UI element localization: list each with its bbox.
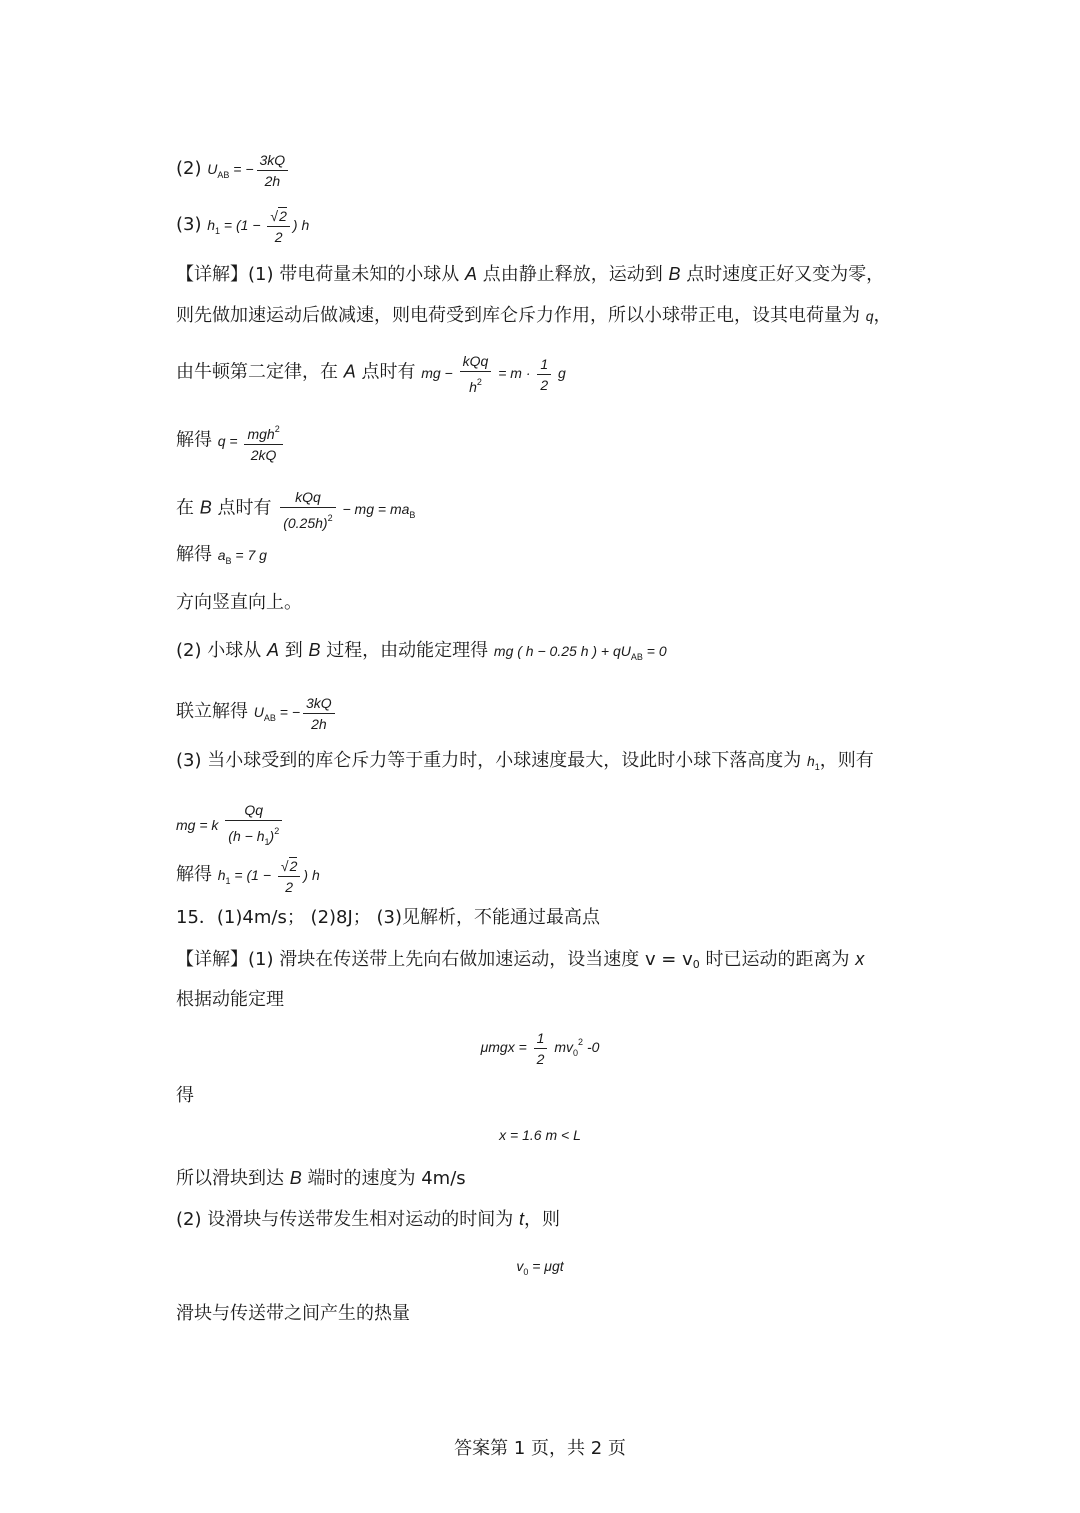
part-15-2 bbox=[176, 1207, 560, 1232]
question-15-answer: 15．(1)4m/s； (2)8J； (3)见解析，不能通过最高点 bbox=[176, 907, 601, 928]
point-b: B bbox=[289, 1168, 302, 1188]
de: 得 bbox=[176, 1085, 194, 1106]
v0-formula: $v_0 = \mu gt$ bbox=[516, 1258, 564, 1277]
detail-line-3 bbox=[176, 351, 566, 397]
detail-text: (2) 设滑块与传送带发生相对运动的时间为 bbox=[176, 1209, 514, 1230]
solve-label: 解得 bbox=[176, 429, 212, 451]
newton-formula: mg − $\frac{\text{kQq}}{h^2}$ = m · $\frac{1}{2}$ g bbox=[421, 353, 566, 395]
energy-formula: mg ( h − 0.25 h ) + $qU_{AB} = 0$ bbox=[493, 643, 667, 662]
answer-3-prefix: (3) bbox=[176, 214, 202, 236]
time-t: t bbox=[518, 1209, 524, 1229]
solve-a bbox=[176, 543, 267, 573]
answer-2-formula: $U_{AB}$ = − $\frac{3kQ}{2h}$ bbox=[207, 161, 291, 177]
point-a: A bbox=[464, 264, 477, 284]
detail-line-1 bbox=[176, 262, 884, 287]
answer-3 bbox=[176, 206, 309, 247]
subscript-0: 0 bbox=[692, 958, 700, 971]
page-footer: 答案第 1 页，共 2 页 bbox=[454, 1438, 626, 1459]
detail-text: 点由静止释放，运动到 bbox=[482, 264, 663, 285]
detail-text: (1) 滑块在传送带上先向右做加速运动，设当速度 v = v bbox=[248, 949, 693, 970]
detail-text: ，则 bbox=[523, 1209, 560, 1230]
answer-2 bbox=[176, 150, 291, 191]
detail-text: 过程，由动能定理得 bbox=[326, 640, 489, 661]
b-formula: $\frac{\text{kQq}}{(0.25h)^2}$ − mg = $ma_B$ bbox=[277, 501, 415, 517]
distance-x: x bbox=[855, 949, 865, 969]
answer-2-prefix: (2) bbox=[176, 158, 202, 180]
point-b: B bbox=[199, 497, 212, 518]
force-eq bbox=[176, 800, 285, 852]
heat: 滑块与传送带之间产生的热量 bbox=[176, 1303, 410, 1324]
detail-text: 点时有 bbox=[217, 497, 272, 519]
a-formula: $a_B = 7$ g bbox=[217, 547, 267, 566]
point-a: A bbox=[343, 361, 356, 382]
b-speed bbox=[176, 1166, 466, 1191]
detail-tag: 【详解】 bbox=[176, 264, 248, 285]
detail-text: 端时的速度为 4m/s bbox=[307, 1168, 466, 1189]
detail-text: 到 bbox=[284, 640, 303, 661]
point-b: B bbox=[308, 640, 321, 660]
at-b bbox=[176, 487, 415, 533]
detail-text: 所以滑块到达 bbox=[176, 1168, 284, 1189]
detail-line-2: 则先做加速运动后做减速，则电荷受到库仑斥力作用，所以小球带正电，设其电荷量为 q， bbox=[176, 305, 892, 326]
h1-formula: $h_1 = (1$ − $\frac{√2}{2}$ ) h bbox=[217, 858, 320, 895]
detail-text: 点时有 bbox=[361, 361, 416, 383]
part-3 bbox=[176, 749, 874, 779]
point-b: B bbox=[668, 264, 681, 284]
detail-text: (3) 当小球受到的库仑斥力等于重力时，小球速度最大，设此时小球下落高度为 bbox=[176, 750, 802, 771]
detail-text: (1) 带电荷量未知的小球从 bbox=[248, 264, 460, 285]
uab-formula: $U_{AB}$ = − $\frac{3kQ}{2h}$ bbox=[254, 704, 338, 720]
h1-symbol: $h_1$ bbox=[806, 753, 820, 772]
solve-label: 联立解得 bbox=[176, 701, 248, 723]
x-result: x = 1.6 m < L bbox=[499, 1127, 581, 1143]
solve-label: 解得 bbox=[176, 864, 212, 886]
solve-q bbox=[176, 419, 286, 465]
charge-q: q bbox=[865, 308, 874, 324]
solve-h1 bbox=[176, 856, 320, 897]
direction: 方向竖直向上。 bbox=[176, 592, 302, 613]
point-a: A bbox=[266, 640, 279, 660]
force-formula: mg = k $\frac{Qq}{(h - h_1)^2}$ bbox=[176, 817, 285, 833]
detail-15 bbox=[176, 947, 864, 977]
joint-solve bbox=[176, 693, 338, 734]
detail-text: 时已运动的距离为 bbox=[705, 949, 850, 970]
part-2 bbox=[176, 638, 667, 669]
detail-text: 则先做加速运动后做减速，则电荷受到库仑斥力作用，所以小球带正电，设其电荷量为 bbox=[176, 305, 860, 326]
detail-text: 由牛顿第二定律，在 bbox=[176, 361, 338, 383]
q-formula: q = $\frac{mgh^2}{2kQ}$ bbox=[218, 433, 286, 449]
detail-tag: 【详解】 bbox=[176, 949, 248, 970]
kinetic-theorem: 根据动能定理 bbox=[176, 989, 284, 1010]
detail-text: ，则有 bbox=[819, 750, 874, 771]
answer-3-formula: $h_1 = (1$ − $\frac{√2}{2}$ ) h bbox=[207, 208, 310, 245]
detail-text: 在 bbox=[176, 497, 194, 519]
detail-text: (2) 小球从 bbox=[176, 640, 262, 661]
kinetic-formula: μmgx = $\frac{1}{2}$ $mv_0^2$ -0 bbox=[480, 1030, 600, 1067]
solve-label: 解得 bbox=[176, 544, 212, 565]
detail-text: 点时速度正好又变为零， bbox=[686, 264, 885, 285]
